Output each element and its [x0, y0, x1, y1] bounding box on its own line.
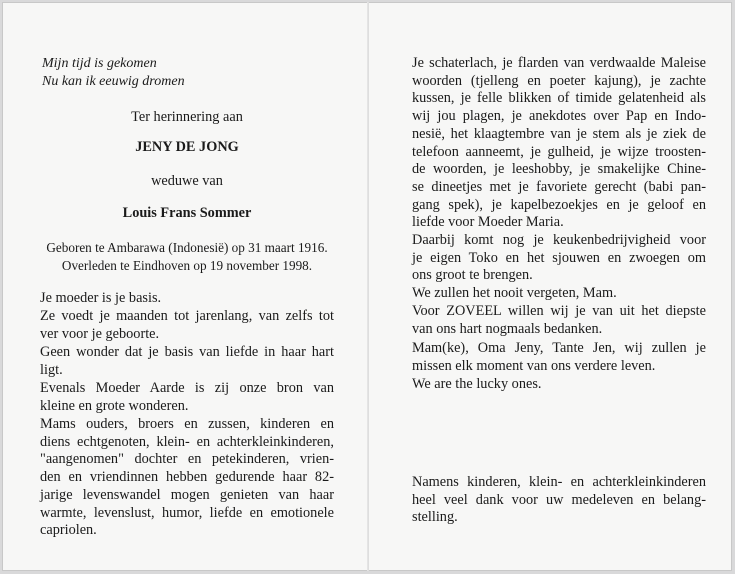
- left-paragraph-2: [40, 308, 334, 343]
- born-text: Geboren te Ambarawa (Indonesië) op 31 maart 1916.: [46, 240, 328, 255]
- text-line: We zullen het nooit vergeten, Mam.: [412, 285, 617, 301]
- text-line: Ze voedt je maanden tot jarenlang, van zelfs tot: [40, 308, 334, 324]
- text-line: warmte, levenslust, humor, liefde en emotionele: [40, 504, 334, 521]
- right-paragraph-6: [412, 376, 706, 394]
- text-line: jarige levenswandel mogen genieten van haar: [40, 486, 334, 503]
- text-line: We are the lucky ones.: [412, 376, 542, 392]
- right-paragraph-3: [412, 285, 706, 303]
- text-line: ligt.: [40, 361, 63, 378]
- text-line: capriolen.: [40, 522, 97, 539]
- right-paragraph-4: [412, 303, 706, 338]
- right-paragraph-1: [412, 55, 706, 232]
- text-line: den en vriendinnen hebben gedurende haar 82-: [40, 469, 334, 486]
- text-line: heel veel dank voor uw medeleven en belang-: [412, 491, 706, 508]
- text-line: Je schaterlach, je flarden van verdwaalde Maleise: [412, 55, 706, 71]
- text-line: gang spek), je kapelbezoekjes en je geloof en: [412, 196, 706, 213]
- text-line: stelling.: [412, 509, 458, 526]
- text-line: Evenals Moeder Aarde is zij onze bron van: [40, 380, 334, 396]
- text-line: telefoon aanneemt, je gulheid, je wijze troosten-: [412, 143, 706, 160]
- left-paragraph-3: [40, 344, 334, 379]
- left-paragraph-5: [40, 416, 334, 540]
- text-line: kussen, je felle blikken of timide gelatenheid als: [412, 90, 706, 107]
- epigraph-line-2: Nu kan ik eeuwig dromen: [42, 74, 185, 89]
- text-line: wij jou plagen, je anekdotes over Pap en Indo-: [412, 108, 706, 125]
- text-line: liefde voor Moeder Maria.: [412, 214, 564, 231]
- in-memory-text: Ter herinnering aan: [131, 109, 243, 125]
- text-line: Namens kinderen, klein- en achterkleinkinderen: [412, 474, 706, 490]
- text-line: se dineetjes met je favoriete gerecht (babi pan-: [412, 178, 706, 195]
- right-paragraph-2: [412, 232, 706, 285]
- left-paragraph-4: [40, 380, 334, 415]
- spouse-name: Louis Frans Sommer: [122, 205, 252, 221]
- text-line: de woorden, je leeshobby, je smakelijke Chine-: [412, 161, 706, 178]
- text-line: ver voor je geboorte.: [40, 325, 160, 342]
- text-line: kleine en grote wonderen.: [40, 397, 189, 414]
- text-line: Je moeder is je basis.: [40, 290, 162, 306]
- text-line: Voor ZOVEEL willen wij je van uit het diepste: [412, 303, 706, 319]
- text-line: ons groot te brengen.: [412, 267, 533, 284]
- text-line: nesië, het klaagtembre van je stem als je ziek de: [412, 125, 706, 142]
- widow-of-text: weduwe van: [151, 173, 223, 189]
- right-paragraph-5: [412, 340, 706, 375]
- died-text: Overleden te Eindhoven op 19 november 1998.: [61, 258, 313, 273]
- text-line: woorden (tjelleng en poeter kajung), je zachte: [412, 72, 706, 89]
- text-line: Geen wonder dat je basis van liefde in haar hart: [40, 344, 334, 360]
- right-paragraph-7: [412, 474, 706, 527]
- text-line: Mam(ke), Oma Jeny, Tante Jen, wij zullen je: [412, 340, 706, 356]
- text-line: Daarbij komt nog je keukenbedrijvigheid voor: [412, 232, 706, 248]
- text-line: missen elk moment van ons verdere leven.: [412, 357, 656, 374]
- card-fold: [367, 2, 369, 571]
- text-line: van ons hart nogmaals bedanken.: [412, 320, 603, 337]
- text-line: je eigen Toko en het sjouwen en zwoegen om: [412, 249, 706, 266]
- epigraph-line-1: Mijn tijd is gekomen: [42, 56, 157, 71]
- text-line: "aangenomen" dochter en petekinderen, vrien-: [40, 451, 334, 468]
- deceased-name: JENY DE JONG: [135, 139, 239, 155]
- text-line: diens echtgenoten, klein- en achterkleinkinderen,: [40, 433, 334, 450]
- text-line: Mams ouders, broers en zussen, kinderen en: [40, 416, 334, 432]
- left-paragraph-1: [40, 290, 334, 308]
